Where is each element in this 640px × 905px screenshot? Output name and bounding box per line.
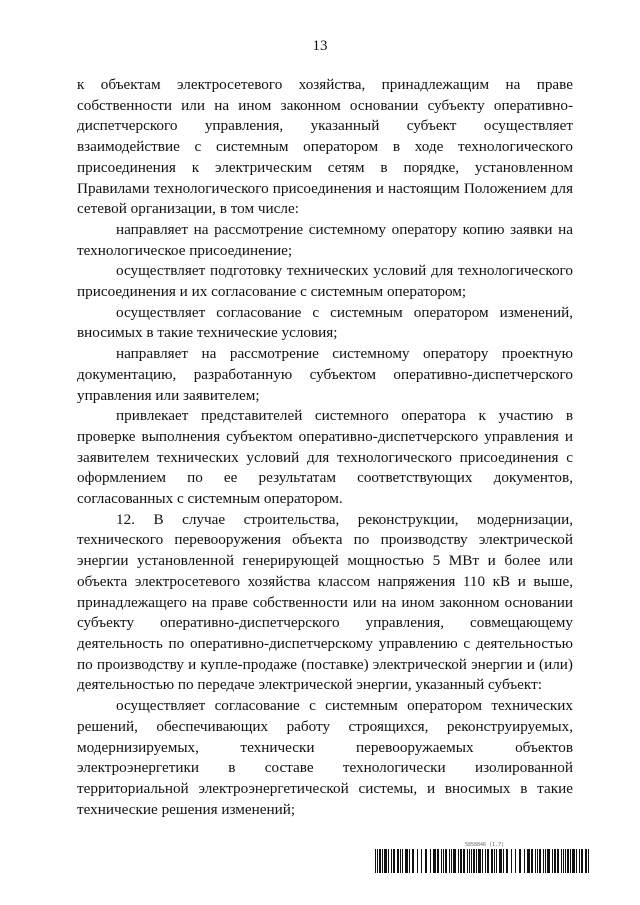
list-item-involve-representatives: привлекает представителей системного оператора к участию в проверке выполнения субъектом оперативно-диспетчерского управления и заявителем технических условий для технологического присоединения с оформлением по ее результатам соответствующих документов, согласованных с системным оператором. [77, 407, 573, 508]
clause-12: 12. В случае строительства, реконструкции, модернизации, технического перевооружения объекта по производству электрической энергии установленной генерирующей мощностью 5 МВт и более или объекта электросетевого хозяйства классом напряжения 110 кВ и выше, принадлежащего на праве собственности или на ином законном основании субъекту оперативно-диспетчерского управления, совмещающему деятельность по оперативно-диспетчерскому управлению с деятельностью по производству и купле-продаже (поставке) электрической энергии и (или) деятельностью по передаче электрической энергии, указанный субъект: [77, 510, 573, 694]
barcode-stamp [373, 840, 593, 874]
page-number: 13 [312, 38, 328, 54]
paragraph-continuation: к объектам электросетевого хозяйства, принадлежащим на праве собственности или на ином законном основании субъекту оперативно-диспетчерского управления, указанный субъект осуществляет взаимодействие с системным оператором в ходе технологического присоединения к электрическим сетям в порядке, установленном Правилами технологического присоединения и настоящим Положением для сетевой организации, в том числе: [77, 76, 573, 218]
list-item-send-project-documentation: направляет на рассмотрение системному оператору проектную документацию, разработанную субъектом оперативно-диспетчерского управления или заявителем; [77, 345, 573, 404]
list-item-agree-changes: осуществляет согласование с системным оператором изменений, вносимых в такие технические условия; [77, 303, 573, 342]
svg-text:5858846 (1.7): 5858846 (1.7) [465, 842, 505, 848]
list-item-agree-technical-solutions: осуществляет согласование с системным оператором технических решений, обеспечивающих работу строящихся, реконструируемых, модернизируемых, технически перевооружаемых объектов электроэнергетики в составе технологически изолированной территориальной электроэнергетической системы, и вносимых в такие технические решения изменений; [77, 697, 573, 818]
list-item-send-application-copy: направляет на рассмотрение системному оператору копию заявки на технологическое присоединение; [77, 220, 573, 259]
barcode-icon [375, 849, 589, 873]
list-item-prepare-technical-conditions: осуществляет подготовку технических условий для технологического присоединения и их согласование с системным оператором; [77, 262, 573, 301]
document-body [77, 75, 573, 820]
